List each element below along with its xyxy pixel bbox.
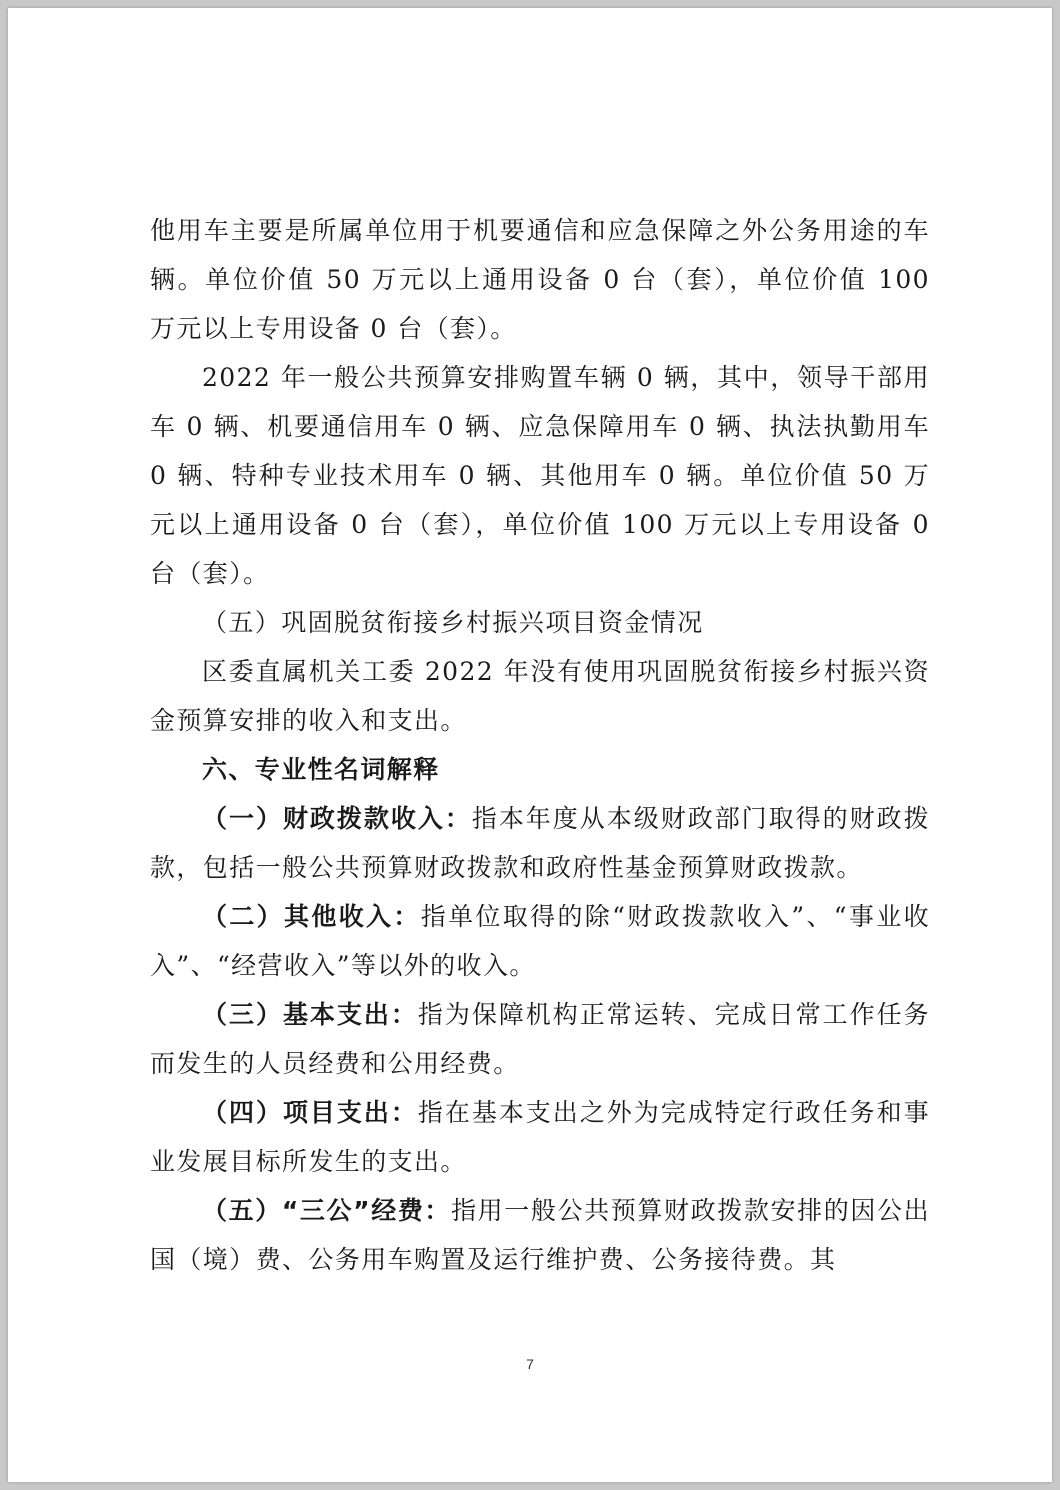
subheading-rural-revitalization: （五）巩固脱贫衔接乡村振兴项目资金情况 [202, 608, 704, 637]
definition-basic-expenditure [150, 990, 930, 1088]
definition-text: 指用一般公共预算财政拨款安排的因公出国（境）费、公务用车购置及运行维护费、公务接待费。其 [150, 1196, 930, 1274]
definition-fiscal-allocation-income [150, 794, 930, 892]
definition-text: 指本年度从本级财政部门取得的财政拨款，包括一般公共预算财政拨款和政府性基金预算财政拨款。 [150, 804, 930, 882]
definition-text: 指在基本支出之外为完成特定行政任务和事业发展目标所发生的支出。 [150, 1098, 930, 1176]
definition-other-income [150, 892, 930, 990]
definition-three-public-expenses [150, 1186, 930, 1284]
paragraph-rural-revitalization: 区委直属机关工委 2022 年没有使用巩固脱贫衔接乡村振兴资金预算安排的收入和支出。 [150, 657, 930, 735]
definition-term: （二）其他收入： [202, 902, 421, 931]
definition-term: （五）“三公”经费： [202, 1196, 452, 1225]
document-page [8, 8, 1052, 1482]
definition-term: （三）基本支出： [202, 1000, 418, 1029]
definition-term: （四）项目支出： [202, 1098, 418, 1127]
paragraph-vehicles-continued: 他用车主要是所属单位用于机要通信和应急保障之外公务用途的车辆。单位价值 50 万元以上通用设备 0 台（套），单位价值 100 万元以上专用设备 0 台（套）。 [150, 216, 930, 343]
paragraph-2022-vehicle-purchase: 2022 年一般公共预算安排购置车辆 0 辆，其中，领导干部用车 0 辆、机要通信用车 0 辆、应急保障用车 0 辆、执法执勤用车 0 辆、特种专业技术用车 0 辆、其他用车 0 辆。单位价值 50 万元以上通用设备 0 台（套），单位价值 100 万元以上专用设备 0 台（套）。 [150, 363, 931, 588]
definition-term: （一）财政拨款收入： [202, 804, 472, 833]
definition-text: 指为保障机构正常运转、完成日常工作任务而发生的人员经费和公用经费。 [150, 1000, 930, 1078]
page-body [150, 206, 930, 1284]
page-number: 7 [526, 1356, 534, 1372]
section-heading-terminology: 六、专业性名词解释 [202, 755, 440, 784]
definition-text: 指单位取得的除“财政拨款收入”、“事业收入”、“经营收入”等以外的收入。 [150, 902, 931, 980]
definition-project-expenditure [150, 1088, 930, 1186]
